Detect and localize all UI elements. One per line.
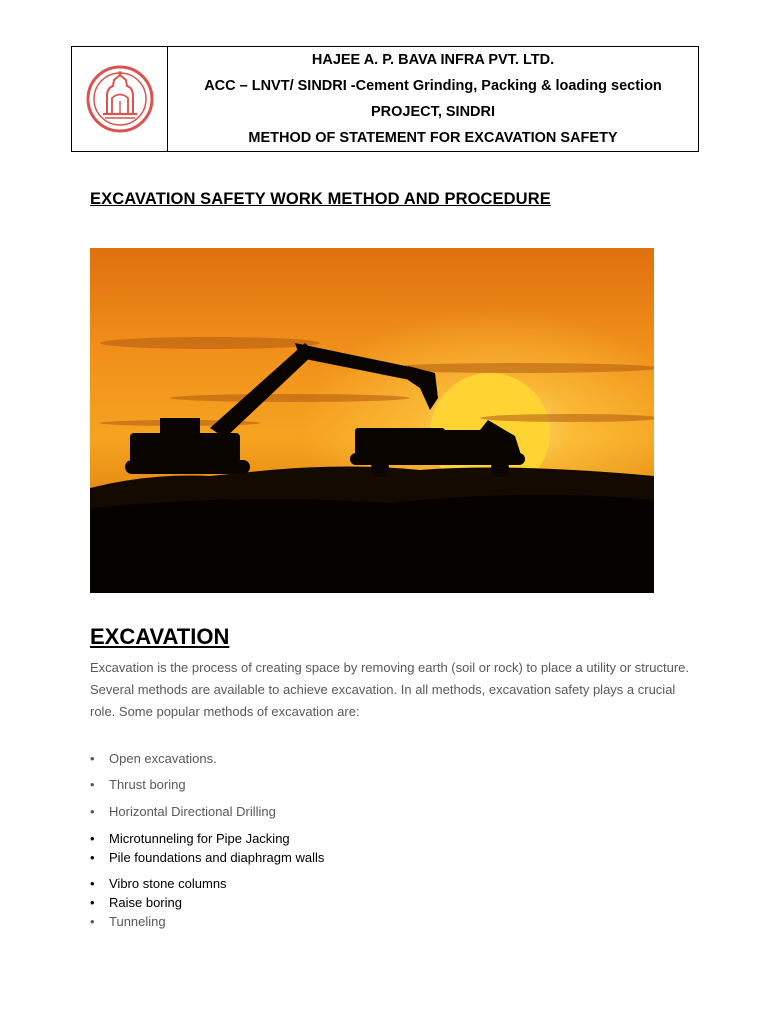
document-header <box>71 46 699 152</box>
procedure-heading: EXCAVATION SAFETY WORK METHOD AND PROCEDURE <box>90 190 551 208</box>
logo-cell <box>72 47 168 151</box>
bullet-icon: • <box>90 751 95 766</box>
document-title: METHOD OF STATEMENT FOR EXCAVATION SAFETY <box>248 130 618 146</box>
bullet-icon: • <box>90 850 95 865</box>
section-heading-excavation: EXCAVATION <box>90 624 230 649</box>
project-location: PROJECT, SINDRI <box>370 104 496 120</box>
bullet-icon: • <box>90 804 95 819</box>
excavator-sunset-image <box>90 248 654 593</box>
bullet-icon: • <box>90 914 95 929</box>
bullet-icon: • <box>90 831 95 846</box>
temple-emblem-logo-icon <box>85 64 155 134</box>
header-title-block <box>168 47 698 151</box>
bullet-icon: • <box>90 895 95 910</box>
company-name: HAJEE A. P. BAVA INFRA PVT. LTD. <box>311 52 555 68</box>
excavation-intro-paragraph: Excavation is the process of creating space by removing earth (soil or rock) to place a utility or structure. Several methods are available to achieve excavation. In all methods, excavation safety plays a crucial role. Some popular methods of excavation are: <box>90 660 689 719</box>
bullet-icon: • <box>90 876 95 891</box>
bullet-icon: • <box>90 777 95 792</box>
project-line: ACC – LNVT/ SINDRI -Cement Grinding, Packing & loading section <box>204 78 662 94</box>
